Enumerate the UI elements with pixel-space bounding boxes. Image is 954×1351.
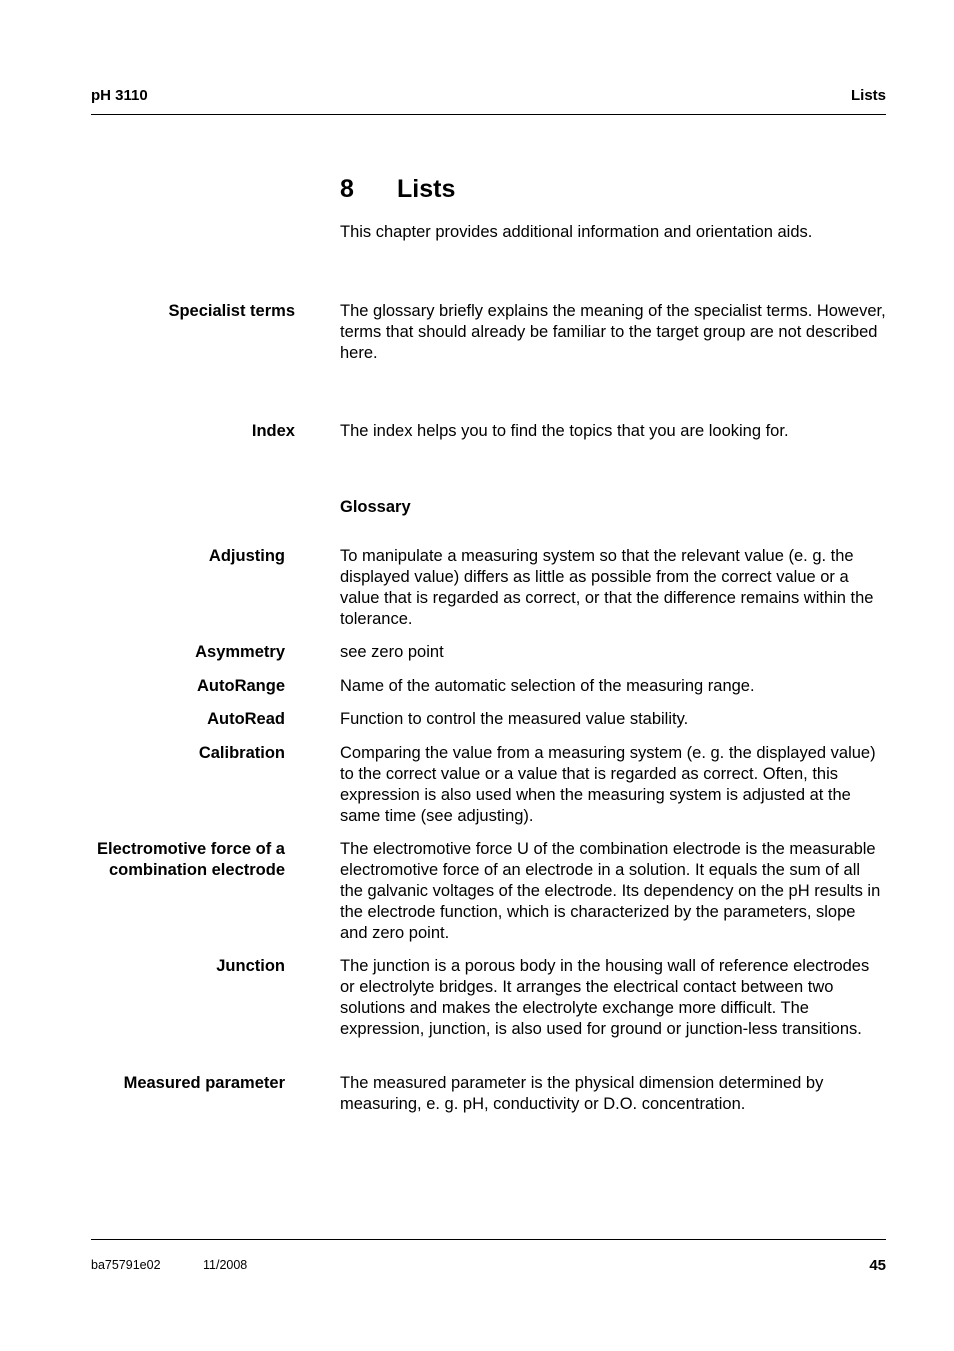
section-label-index: Index — [251, 422, 295, 440]
section-text-index: The index helps you to find the topics that you are looking for. — [340, 422, 789, 440]
glossary-term-adjusting: Adjusting — [208, 547, 285, 565]
glossary-definition-asymmetry: see zero point — [340, 643, 444, 661]
glossary-term-electromotive-force: Electromotive force of a combination electrode — [97, 840, 285, 879]
chapter-intro: This chapter provides additional information and orientation aids. — [340, 223, 813, 241]
running-header-section: Lists — [850, 87, 886, 104]
chapter-heading — [340, 175, 455, 204]
glossary-term-asymmetry: Asymmetry — [195, 643, 285, 661]
glossary-definition-junction: The junction is a porous body in the housing wall of reference electrodes or electrolyte bridges. It arranges the electrical contact between two solutions and makes the electrolyte exchange more difficult. The expression, junction, is also used for ground or junction-less transitions. — [340, 957, 870, 1038]
footer-rule — [91, 1239, 886, 1240]
glossary-heading: Glossary — [340, 498, 411, 516]
glossary-definition-adjusting: To manipulate a measuring system so that the relevant value (e. g. the displayed value) differs as little as possible from the correct value or a value that is regarded as correct, or that the difference remains within the tolerance. — [340, 547, 874, 628]
running-header-title: pH 3110 — [91, 87, 148, 104]
glossary-term-autorange: AutoRange — [197, 677, 285, 695]
header-rule — [91, 114, 886, 115]
glossary-term-autoread: AutoRead — [207, 710, 285, 728]
chapter-number: 8 — [340, 175, 354, 203]
section-text-specialist-terms: The glossary briefly explains the meaning of the specialist terms. However, terms that should already be familiar to the target group are not described here. — [340, 302, 886, 362]
chapter-title: Lists — [397, 175, 456, 203]
page-number: 45 — [869, 1257, 886, 1274]
glossary-term-measured-parameter: Measured parameter — [123, 1074, 285, 1092]
glossary-definition-measured-parameter: The measured parameter is the physical dimension determined by measuring, e. g. pH, conductivity or D.O. concentration. — [340, 1074, 824, 1113]
glossary-definition-electromotive-force: The electromotive force U of the combination electrode is the measurable electromotive force of an electrode in a solution. It equals the sum of all the galvanic voltages of the electrode. Its dependency on the pH results in the electrode function, which is characterized by the parameters, slope and zero point. — [340, 840, 881, 942]
glossary-term-junction: Junction — [216, 957, 285, 975]
footer-document-code: ba75791e02 — [91, 1258, 161, 1272]
glossary-definition-autoread: Function to control the measured value stability. — [340, 710, 689, 728]
glossary-definition-calibration: Comparing the value from a measuring system (e. g. the displayed value) to the correct value or a value that is regarded as correct. Often, this expression is also used when the measuring system is adjusted at the same time (see adjusting). — [340, 744, 876, 825]
footer-date: 11/2008 — [203, 1258, 248, 1272]
glossary-term-calibration: Calibration — [198, 744, 285, 762]
glossary-definition-autorange: Name of the automatic selection of the measuring range. — [340, 677, 755, 695]
section-label-specialist-terms: Specialist terms — [168, 302, 295, 320]
